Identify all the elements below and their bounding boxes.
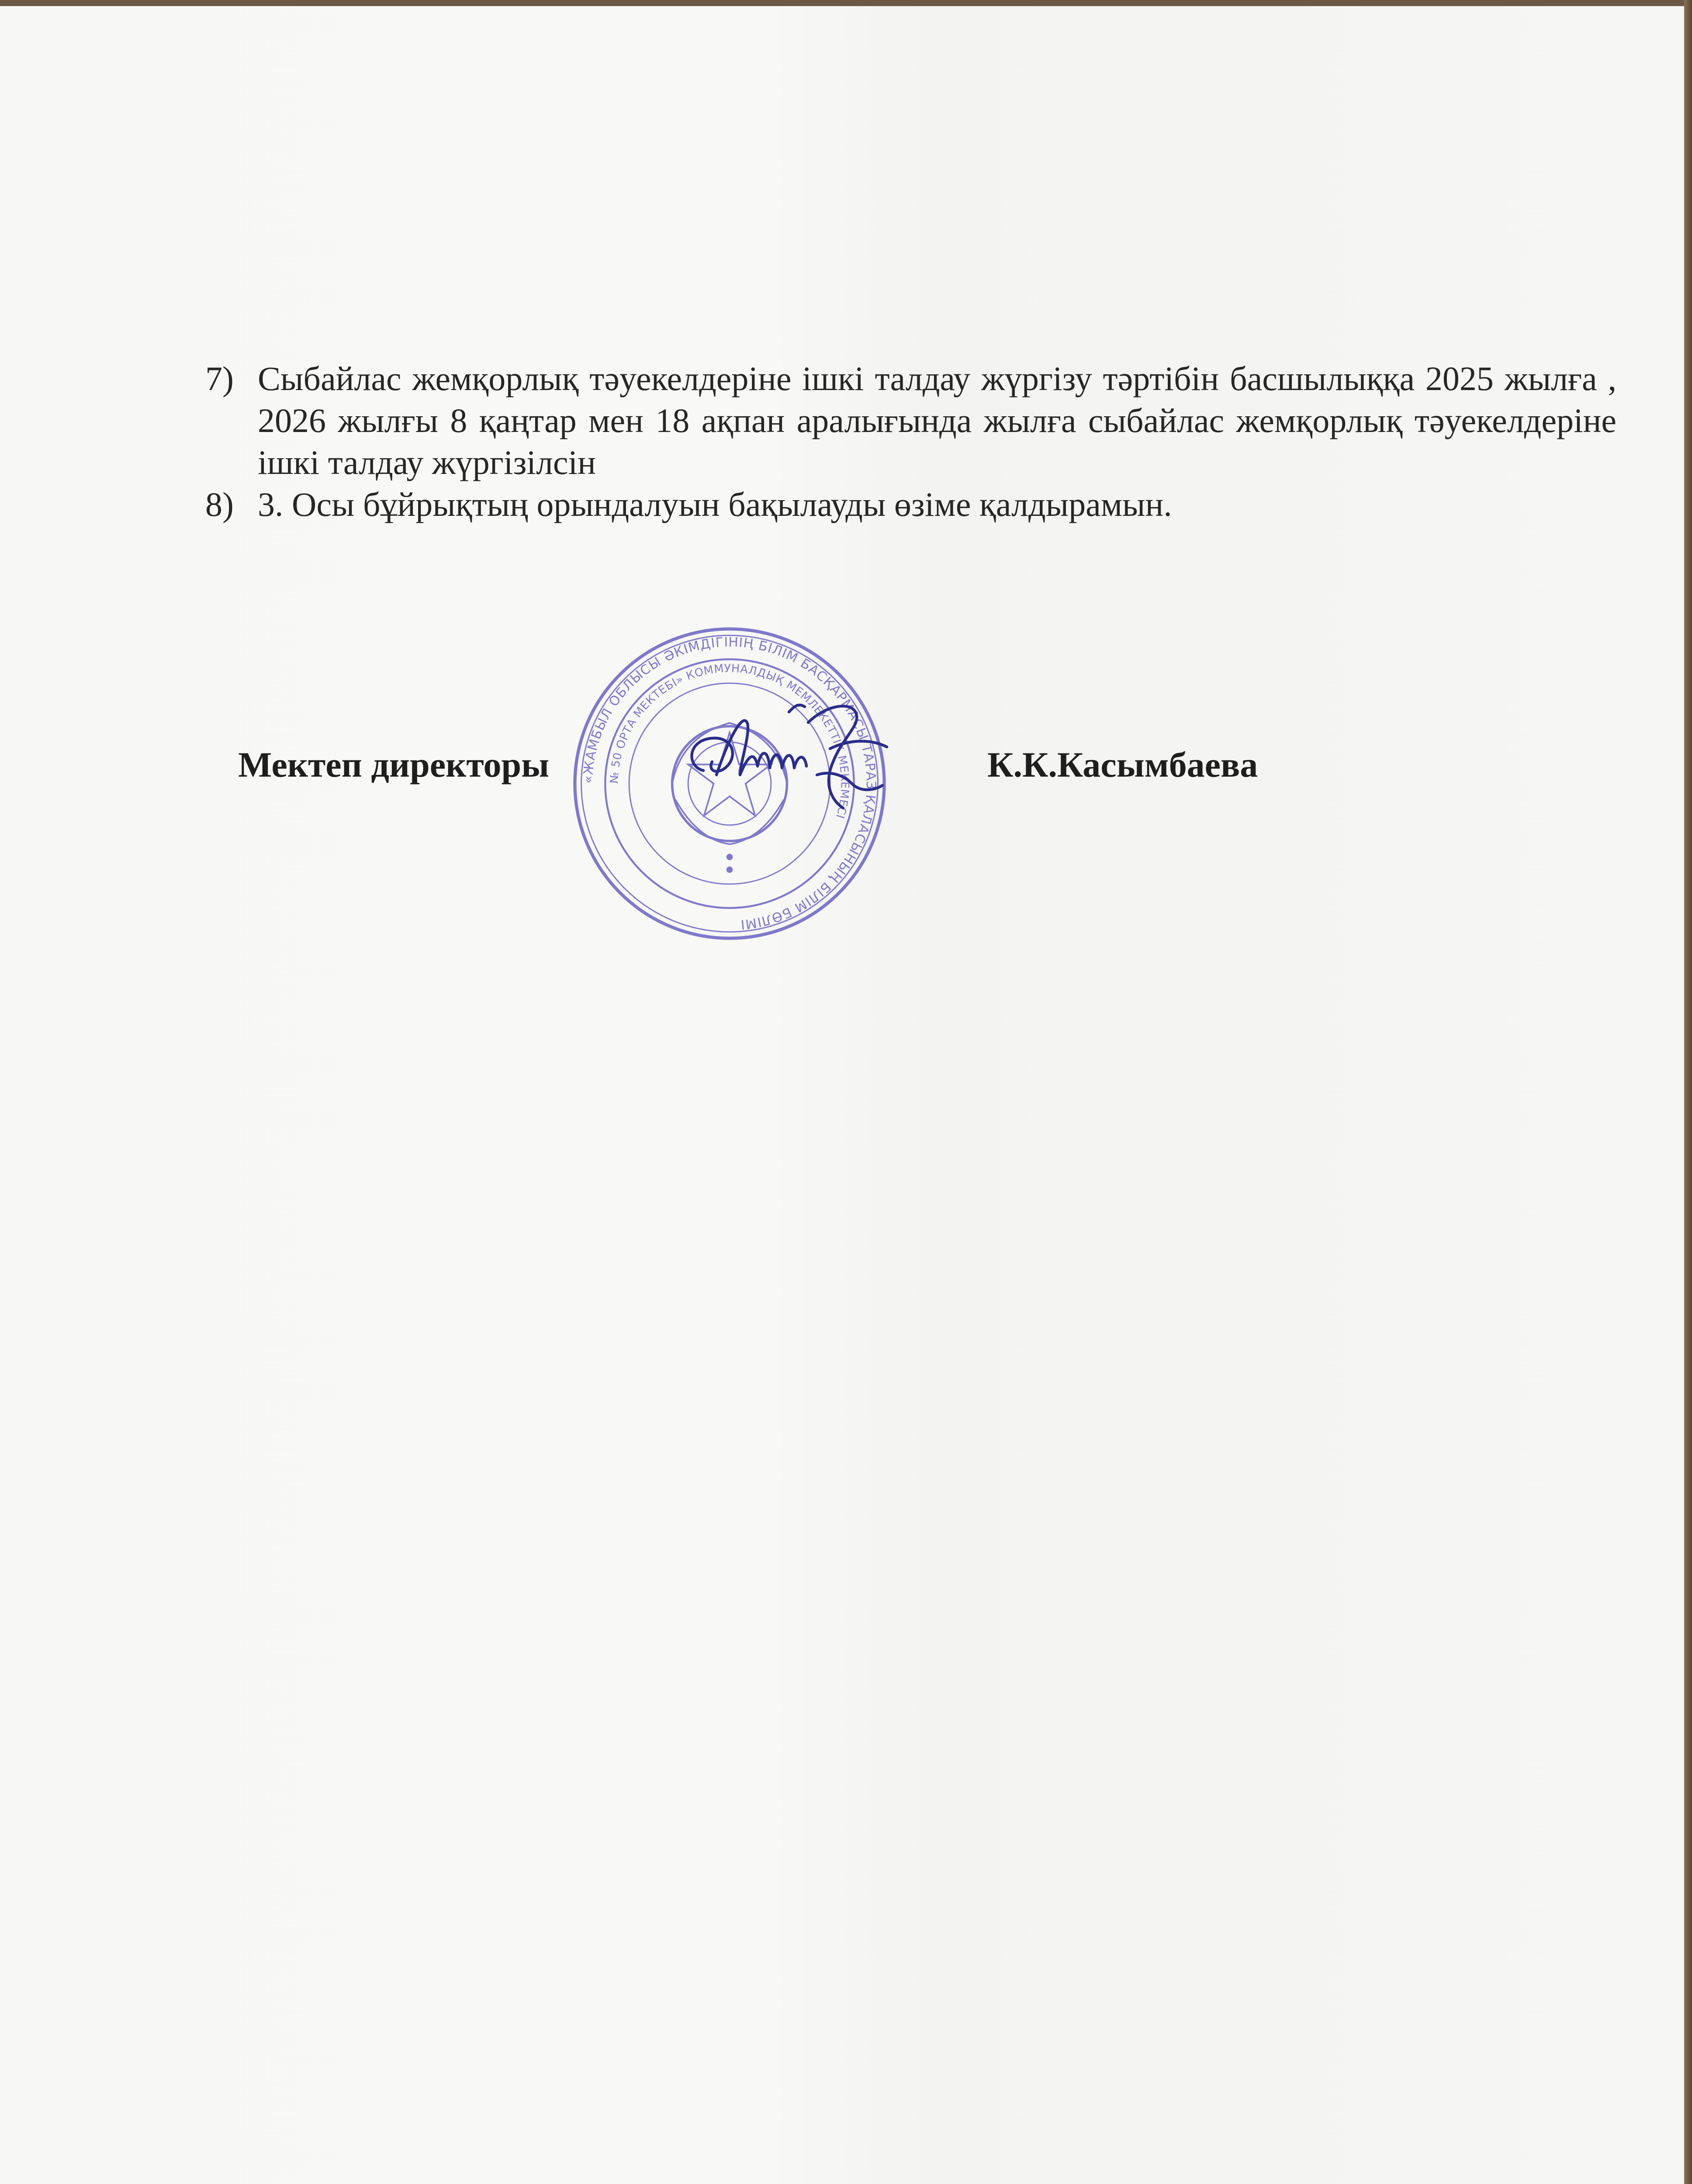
list-item [205,484,1616,525]
paper-edge-right [1684,0,1692,2184]
document-page [0,6,1684,2184]
list-item-text: Сыбайлас жемқорлық тәуекелдеріне ішкі талдау жүргізу тәртібін басшылыққа 2025 жылға , 2026 жылғы 8 қаңтар мен 18 ақпан аралығында жылға сыбайлас жемқорлық тәуекелдеріне ішкі талдау жүргізілсін [258,359,1616,481]
signer-position: Мектеп директоры [238,745,550,784]
seal-outer-text: «ЖАМБЫЛ ОБЛЫСЫ ӘКІМДІГІНІҢ БІЛІМ БАСҚАРМАСЫ ТАРАЗ ҚАЛАСЫНЫҢ БІЛІМ БӨЛІМІ [580,634,879,932]
order-items-list [205,358,1616,525]
list-item-number: 7) [205,359,234,397]
handwritten-signature [677,688,922,827]
list-item-number: 8) [205,485,234,523]
seal-inner-text: № 50 ОРТА МЕКТЕБІ» КОММУНАЛДЫҚ МЕМЛЕКЕТТІК МЕКЕМЕСІ [608,662,851,820]
signer-name: К.К.Касымбаева [987,745,1258,784]
list-item [205,358,1616,484]
list-item-text: 3. Осы бұйрықтың орындалуын бақылауды өзіме қалдырамын. [258,485,1172,523]
